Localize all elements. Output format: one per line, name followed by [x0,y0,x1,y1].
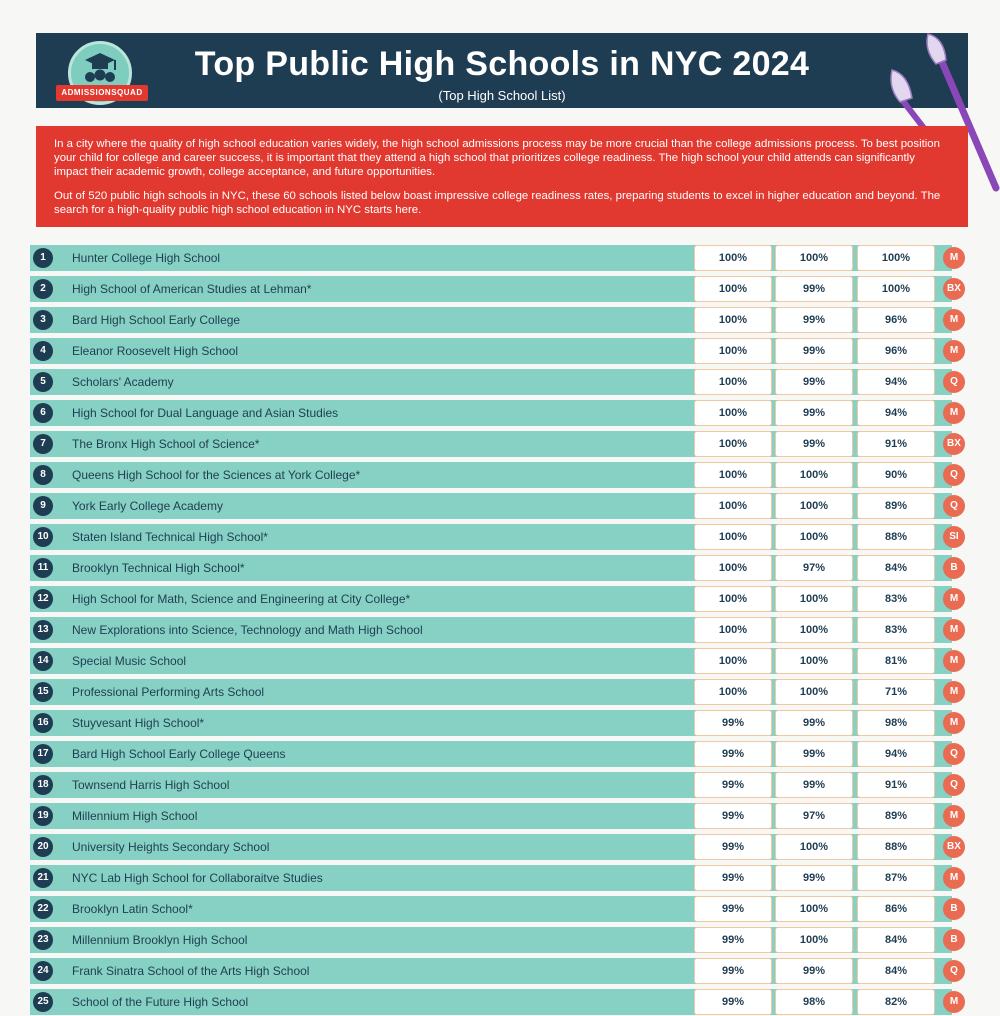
rank-badge: 8 [33,465,53,485]
school-name: School of the Future High School [72,995,249,1009]
value-cell-1: 100% [694,679,772,705]
value-cell-2: 99% [775,369,853,395]
value-cell-2: 99% [775,338,853,364]
table-row [30,431,970,457]
borough-badge: BX [943,278,965,300]
value-cell-1: 100% [694,617,772,643]
value-cell-1: 99% [694,741,772,767]
school-name: Millennium Brooklyn High School [72,933,248,947]
value-cell-1: 100% [694,400,772,426]
borough-badge: B [943,557,965,579]
value-cell-3: 71% [857,679,935,705]
table-row [30,338,970,364]
rank-badge: 1 [33,248,53,268]
table-row [30,958,970,984]
school-name: Frank Sinatra School of the Arts High School [72,964,310,978]
table-row [30,710,970,736]
table-row [30,276,970,302]
table-row [30,865,970,891]
value-cell-2: 99% [775,710,853,736]
school-name: Hunter College High School [72,251,221,265]
value-cell-1: 99% [694,927,772,953]
school-name: Bard High School Early College [72,313,241,327]
value-cell-1: 100% [694,493,772,519]
value-cell-2: 100% [775,524,853,550]
borough-badge: BX [943,836,965,858]
intro-box [36,126,968,227]
logo-ribbon-text: ADMISSIONSQUAD [56,85,148,101]
school-name: Scholars' Academy [72,375,174,389]
borough-badge: Q [943,960,965,982]
table-row [30,927,970,953]
value-cell-1: 100% [694,462,772,488]
rank-badge: 25 [33,992,53,1012]
page-subtitle: (Top High School List) [438,88,566,103]
value-cell-1: 99% [694,710,772,736]
rank-badge: 16 [33,713,53,733]
value-cell-1: 100% [694,524,772,550]
school-name: New Explorations into Science, Technology and Math High School [72,623,423,637]
rank-badge: 5 [33,372,53,392]
table-row [30,772,970,798]
rank-badge: 11 [33,558,53,578]
value-cell-1: 100% [694,431,772,457]
value-cell-2: 99% [775,865,853,891]
borough-badge: M [943,588,965,610]
rank-badge: 3 [33,310,53,330]
rank-badge: 23 [33,930,53,950]
table-row [30,369,970,395]
value-cell-3: 84% [857,958,935,984]
rank-badge: 7 [33,434,53,454]
borough-badge: M [943,991,965,1013]
rank-badge: 12 [33,589,53,609]
rank-badge: 20 [33,837,53,857]
borough-badge: M [943,619,965,641]
school-name: NYC Lab High School for Collaboraitve Studies [72,871,323,885]
table-row [30,555,970,581]
value-cell-2: 99% [775,431,853,457]
value-cell-2: 100% [775,245,853,271]
rank-badge: 9 [33,496,53,516]
value-cell-2: 100% [775,679,853,705]
value-cell-2: 100% [775,493,853,519]
value-cell-3: 89% [857,493,935,519]
borough-badge: Q [943,743,965,765]
school-name: High School of American Studies at Lehman* [72,282,312,296]
school-name: High School for Math, Science and Engineering at City College* [72,592,411,606]
rank-badge: 21 [33,868,53,888]
school-name: Townsend Harris High School [72,778,230,792]
school-name: The Bronx High School of Science* [72,437,260,451]
value-cell-2: 100% [775,834,853,860]
school-name: York Early College Academy [72,499,223,513]
rank-badge: 6 [33,403,53,423]
school-name: Special Music School [72,654,187,668]
value-cell-3: 90% [857,462,935,488]
table-row [30,400,970,426]
rank-badge: 17 [33,744,53,764]
value-cell-2: 99% [775,741,853,767]
table-row [30,741,970,767]
borough-badge: B [943,929,965,951]
rank-badge: 15 [33,682,53,702]
value-cell-1: 99% [694,803,772,829]
value-cell-3: 94% [857,400,935,426]
value-cell-2: 98% [775,989,853,1015]
school-name: Professional Performing Arts School [72,685,265,699]
school-name: Eleanor Roosevelt High School [72,344,239,358]
borough-badge: Q [943,371,965,393]
rank-badge: 22 [33,899,53,919]
value-cell-3: 84% [857,555,935,581]
value-cell-3: 96% [857,307,935,333]
school-name: Millennium High School [72,809,198,823]
rank-badge: 18 [33,775,53,795]
value-cell-3: 96% [857,338,935,364]
table-row [30,834,970,860]
value-cell-2: 99% [775,276,853,302]
value-cell-1: 99% [694,896,772,922]
value-cell-3: 84% [857,927,935,953]
value-cell-1: 100% [694,245,772,271]
value-cell-2: 99% [775,400,853,426]
value-cell-3: 86% [857,896,935,922]
school-name: Brooklyn Latin School* [72,902,193,916]
value-cell-1: 100% [694,586,772,612]
borough-badge: Q [943,495,965,517]
value-cell-2: 100% [775,586,853,612]
rank-badge: 2 [33,279,53,299]
table-row [30,989,970,1015]
table-row [30,803,970,829]
table-row [30,896,970,922]
value-cell-1: 100% [694,276,772,302]
borough-badge: M [943,650,965,672]
borough-badge: M [943,867,965,889]
value-cell-2: 100% [775,648,853,674]
value-cell-2: 97% [775,803,853,829]
value-cell-2: 97% [775,555,853,581]
value-cell-3: 81% [857,648,935,674]
rank-badge: 13 [33,620,53,640]
table-row [30,462,970,488]
borough-badge: M [943,247,965,269]
value-cell-3: 89% [857,803,935,829]
borough-badge: M [943,805,965,827]
value-cell-3: 98% [857,710,935,736]
value-cell-1: 99% [694,834,772,860]
table-row [30,586,970,612]
header-banner [36,33,968,108]
borough-badge: M [943,681,965,703]
rank-badge: 14 [33,651,53,671]
borough-badge: BX [943,433,965,455]
rank-badge: 19 [33,806,53,826]
borough-badge: SI [943,526,965,548]
value-cell-3: 94% [857,369,935,395]
borough-badge: M [943,402,965,424]
value-cell-3: 100% [857,245,935,271]
value-cell-1: 99% [694,772,772,798]
value-cell-3: 100% [857,276,935,302]
intro-paragraph-1: In a city where the quality of high school education varies widely, the high school admissions process may be more crucial than the college admissions process. To best position your child for college and career success, it is important that they attend a high school that prioritizes college readiness. The high school your child attends can significantly impact their academic growth, college acceptance, and future opportunities. [54,138,940,178]
table-row [30,245,970,271]
table-row [30,679,970,705]
borough-badge: Q [943,464,965,486]
school-name: Brooklyn Technical High School* [72,561,245,575]
value-cell-1: 100% [694,307,772,333]
value-cell-3: 83% [857,586,935,612]
value-cell-1: 99% [694,989,772,1015]
value-cell-1: 100% [694,338,772,364]
value-cell-3: 82% [857,989,935,1015]
table-row [30,307,970,333]
borough-badge: M [943,340,965,362]
borough-badge: M [943,309,965,331]
value-cell-1: 100% [694,555,772,581]
rank-badge: 24 [33,961,53,981]
value-cell-2: 99% [775,307,853,333]
value-cell-2: 99% [775,772,853,798]
table-row [30,648,970,674]
borough-badge: M [943,712,965,734]
value-cell-1: 100% [694,369,772,395]
borough-badge: B [943,898,965,920]
value-cell-2: 100% [775,896,853,922]
value-cell-3: 91% [857,772,935,798]
value-cell-2: 100% [775,617,853,643]
school-name: University Heights Secondary School [72,840,270,854]
school-name: Staten Island Technical High School* [72,530,268,544]
value-cell-1: 100% [694,648,772,674]
value-cell-2: 99% [775,958,853,984]
borough-badge: Q [943,774,965,796]
value-cell-3: 87% [857,865,935,891]
value-cell-1: 99% [694,958,772,984]
rank-badge: 10 [33,527,53,547]
page-title: Top Public High Schools in NYC 2024 [194,45,810,83]
intro-paragraph-2: Out of 520 public high schools in NYC, these 60 schools listed below boast impressive college readiness rates, preparing students to excel in higher education and beyond. The search for a high-quality public high school education in NYC starts here. [54,190,941,216]
table-row [30,617,970,643]
value-cell-3: 83% [857,617,935,643]
value-cell-2: 100% [775,927,853,953]
school-name: High School for Dual Language and Asian Studies [72,406,339,420]
school-name: Stuyvesant High School* [72,716,205,730]
value-cell-3: 88% [857,834,935,860]
table-row [30,493,970,519]
table-row [30,524,970,550]
value-cell-3: 91% [857,431,935,457]
value-cell-3: 88% [857,524,935,550]
school-name: Bard High School Early College Queens [72,747,286,761]
value-cell-1: 99% [694,865,772,891]
school-name: Queens High School for the Sciences at York College* [72,468,361,482]
value-cell-2: 100% [775,462,853,488]
rank-badge: 4 [33,341,53,361]
value-cell-3: 94% [857,741,935,767]
